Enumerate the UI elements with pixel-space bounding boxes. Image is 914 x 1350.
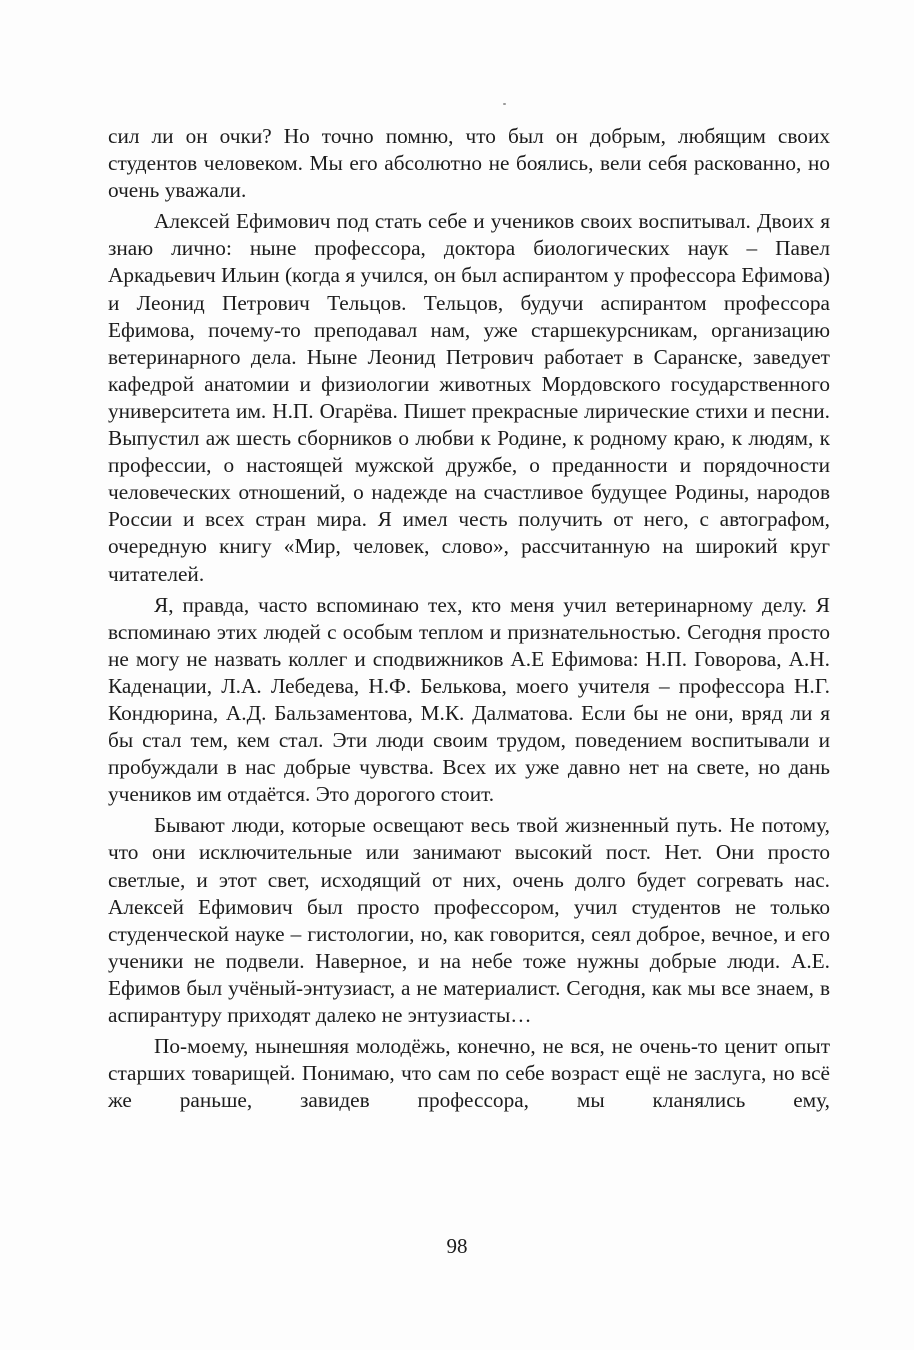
body-text — [108, 123, 830, 1118]
paragraph-2: Алексей Ефимович под стать себе и учеников своих воспитывал. Двоих я знаю лично: ныне профессора, доктора биологических наук – Павел Аркадьевич Ильин (когда я учился, он был аспирантом у профессора Ефимова) и Леонид Петрович Тельцов. Тельцов, будучи аспирантом профессора Ефимова, почему-то преподавал нам, уже старшекурсникам, организацию ветеринарного дела. Ныне Леонид Петрович работает в Саранске, заведует кафедрой анатомии и физиологии животных Мордовского государственного университета им. Н.П. Огарёва. Пишет прекрасные лирические стихи и песни. Выпустил аж шесть сборников о любви к Родине, к родному краю, к людям, к профессии, о настоящей мужской дружбе, о преданности и порядочности человеческих отношений, о надежде на счастливое будущее Родины, народов России и всех стран мира. Я имел честь получить от него, с автографом, очередную книгу «Мир, человек, слово», рассчитанную на широкий круг читателей. — [108, 209, 830, 586]
scan-speck — [503, 103, 506, 105]
paragraph-4: Бывают люди, которые освещают весь твой жизненный путь. Не потому, что они исключительные или занимают высокий пост. Нет. Они просто светлые, и этот свет, исходящий от них, очень долго будет согревать нас. Алексей Ефимович был просто профессором, учил студентов не только студенческой науке – гистологии, но, как говорится, сеял доброе, вечное, и его ученики не подвели. Наверное, и на небе тоже нужны добрые люди. А.Е. Ефимов был учёный-энтузиаст, а не материалист. Сегодня, как мы все знаем, в аспирантуру приходят далеко не энтузиасты… — [108, 813, 830, 1027]
page-number: 98 — [446, 1234, 468, 1258]
paragraph-3: Я, правда, часто вспоминаю тех, кто меня учил ветеринарному делу. Я вспоминаю этих людей с особым теплом и признательностью. Сегодня просто не могу не назвать коллег и сподвижников А.Е Ефимова: Н.П. Говорова, А.Н. Каденации, Л.А. Лебедева, Н.Ф. Белькова, моего учителя – профессора Н.Г. Кондюрина, А.Д. Бальзаментова, М.К. Далматова. Если бы не они, вряд ли я бы стал тем, кем стал. Эти люди своим трудом, поведением воспитывали и пробуждали в нас добрые чувства. Всех их уже давно нет на свете, но дань учеников им отдаётся. Это дорогого стоит. — [108, 592, 830, 807]
paragraph-5: По-моему, нынешняя молодёжь, конечно, не вся, не очень-то ценит опыт старших товарищей. Понимаю, что сам по себе возраст ещё не заслуга, но всё же раньше, завидев профессора, мы кланялись ему, — [108, 1034, 830, 1113]
paragraph-1: сил ли он очки? Но точно помню, что был он добрым, любящим своих студентов человеком. Мы его абсолютно не боялись, вели себя раскованно, но очень уважали. — [108, 124, 830, 203]
